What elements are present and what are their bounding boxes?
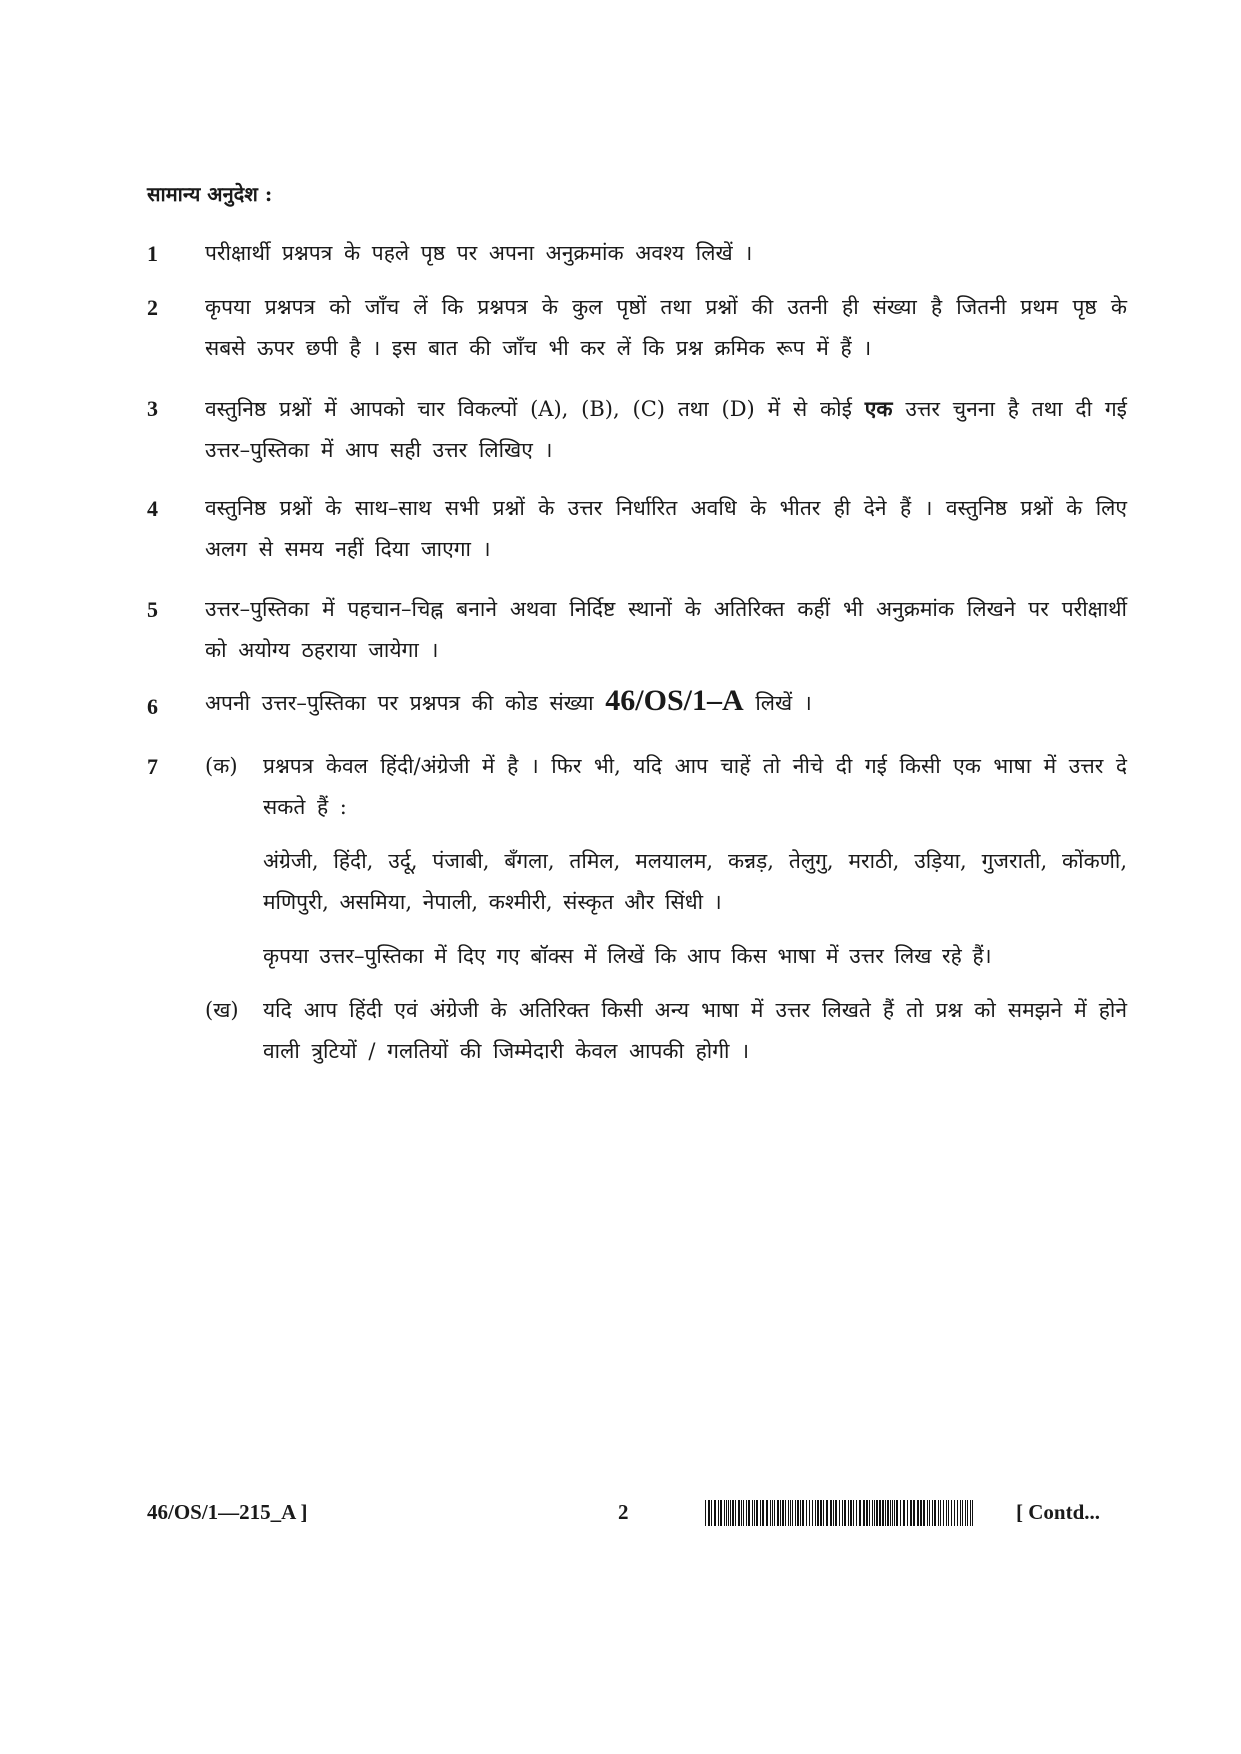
barcode-bar [856,1500,857,1526]
instruction-1 [147,233,1127,274]
barcode-bar [896,1500,898,1526]
barcode-bar [885,1500,886,1526]
barcode-bar [730,1500,731,1526]
barcode-bar [923,1500,925,1526]
barcode-bar [823,1500,824,1526]
barcode-bar [869,1500,870,1526]
barcode-bar [772,1500,773,1526]
barcode-bar [743,1500,744,1526]
instruction-text: उत्तर–पुस्तिका में पहचान–चिह्न बनाने अथवा निर्दिष्ट स्थानों के अतिरिक्त कहीं भी अनुक्रमांक लिखने पर परीक्षार्थी को अयोग्य ठहराया जायेगा । [205,597,1127,662]
barcode-bar [756,1500,758,1526]
barcode-bar [903,1500,905,1526]
barcode-bar [900,1500,901,1526]
barcode-bar [770,1500,771,1526]
barcode-bar [954,1500,955,1526]
barcode-bar [782,1500,784,1526]
barcode-bar [732,1500,734,1526]
barcode-bar [777,1500,779,1526]
barcode-bar [910,1500,912,1526]
sub-item-marker: (ख) [205,998,239,1022]
barcode-bar [872,1500,873,1526]
barcode-bar [967,1500,968,1526]
barcode-bar [812,1500,813,1526]
barcode-bar [894,1500,895,1526]
instruction-number: 2 [147,295,158,320]
barcode-bar [876,1500,878,1526]
instruction-text [205,680,1127,724]
barcode-bar [724,1500,725,1526]
barcode-bar [943,1500,944,1526]
barcode-bar [735,1500,736,1526]
language-list: अंग्रेजी, हिंदी, उर्दू, पंजाबी, बँगला, तमिल, मलयालम, कन्नड़, तेलुगु, मराठी, उड़िया, गुजराती, कोंकणी, मणिपुरी, असमिया, नेपाली, कश्मीरी, संस्कृत और सिंधी । [263,849,1127,914]
barcode-bar [844,1500,846,1526]
barcode-bar [951,1500,952,1526]
instruction-number: 4 [147,496,158,521]
barcode-bar [940,1500,941,1526]
barcode-bar [788,1500,789,1526]
instruction-text: परीक्षार्थी प्रश्नपत्र के पहले पृष्ठ पर अपना अनुक्रमांक अवश्य लिखें । [205,241,753,265]
barcode-bar [890,1500,891,1526]
barcode-bar [720,1500,722,1526]
barcode-bar [946,1500,947,1526]
barcode-bar [780,1500,781,1526]
barcode-bar [790,1500,791,1526]
barcode-bar [835,1500,837,1526]
barcode-bar [766,1500,768,1526]
barcode-bar [830,1500,832,1526]
barcode-bar [932,1500,933,1526]
barcode-bar [917,1500,919,1526]
instruction-2 [147,287,1127,369]
instruction-7a [205,746,1127,828]
barcode-bar [842,1500,843,1526]
instruction-3 [147,388,1127,471]
barcode-bar [820,1500,822,1526]
instruction-number: 5 [147,597,158,622]
barcode-bar [970,1500,971,1526]
barcode-bar [957,1500,958,1526]
instruction-text-part: वस्तुनिष्ठ प्रश्नों में आपको चार विकल्पों (A), (B), (C) तथा (D) में से कोई [205,397,865,421]
barcode-bar [760,1500,761,1526]
footer-page-number: 2 [618,1500,629,1524]
barcode-bar [718,1500,719,1526]
language-box-note: कृपया उत्तर–पुस्तिका में दिए गए बॉक्स में लिखें कि आप किस भाषा में उत्तर लिख रहे हैं। [263,944,992,968]
barcode-bar [726,1500,727,1526]
barcode-bar [785,1500,786,1526]
barcode-bar [962,1500,963,1526]
barcode-bar [826,1500,828,1526]
barcode-bar [839,1500,840,1526]
barcode-bar [714,1500,716,1526]
barcode-bar [853,1500,854,1526]
barcode-image [705,1500,973,1526]
barcode-bar [800,1500,801,1526]
instruction-text: वस्तुनिष्ठ प्रश्नों के साथ–साथ सभी प्रश्नों के उत्तर निर्धारित अवधि के भीतर ही देने हैं । वस्तुनिष्ठ प्रश्नों के लिए अलग से समय नहीं दिया जाएगा । [205,496,1127,561]
barcode-bar [762,1500,764,1526]
instruction-number: 3 [147,396,158,421]
barcode-bar [833,1500,834,1526]
barcode-bar [892,1500,893,1526]
instruction-number: 6 [147,694,158,719]
emphasis-one: एक [864,396,893,421]
barcode-bar [809,1500,810,1526]
barcode-bar [711,1500,712,1526]
barcode-bar [913,1500,915,1526]
sub-item-text: प्रश्नपत्र केवल हिंदी/अंग्रेजी में है । फिर भी, यदि आप चाहें तो नीचे दी गई किसी एक भाषा में उत्तर दे सकते हैं : [263,754,1127,819]
barcode-bar [879,1500,881,1526]
barcode-bar [859,1500,861,1526]
barcode-bar [817,1500,819,1526]
barcode-bar [934,1500,936,1526]
barcode-bar [907,1500,908,1526]
barcode-bar [802,1500,804,1526]
instruction-text-part: लिखें । [743,691,812,715]
barcode-bar [748,1500,750,1526]
barcode-bar [705,1500,706,1526]
barcode-bar [960,1500,961,1526]
instruction-5 [147,589,1127,671]
instruction-text: कृपया प्रश्नपत्र को जाँच लें कि प्रश्नपत्र के कुल पृष्ठों तथा प्रश्नों की उतनी ही संख्या है जितनी प्रथम पृष्ठ के सबसे ऊपर छपी है । इस बात की जाँच भी कर लें कि प्रश्न क्रमिक रूप में हैं । [205,295,1127,360]
sub-item-marker: (क) [205,754,238,778]
barcode-bar [882,1500,884,1526]
barcode-bar [863,1500,865,1526]
instruction-text-part: अपनी उत्तर–पुस्तिका पर प्रश्नपत्र की कोड संख्या [205,691,606,715]
paper-code: 46/OS/1–A [605,684,744,717]
barcode-bar [927,1500,928,1526]
instruction-6 [147,680,1127,724]
barcode-bar [738,1500,740,1526]
barcode-bar [815,1500,816,1526]
instruction-number: 1 [147,241,158,266]
barcode-bar [948,1500,949,1526]
barcode-bar [920,1500,922,1526]
footer-contd: [ Contd... [1016,1500,1101,1524]
barcode-bar [874,1500,875,1526]
sub-item-text: यदि आप हिंदी एवं अंग्रेजी के अतिरिक्त किसी अन्य भाषा में उत्तर लिखते हैं तो प्रश्न को समझने में होने वाली त्रुटियों / गलतियों की जिम्मेदारी केवल आपकी होगी । [263,998,1127,1063]
barcode-bar [752,1500,753,1526]
barcode-bar [795,1500,796,1526]
barcode-bar [797,1500,799,1526]
barcode-bar [866,1500,868,1526]
instruction-4 [147,488,1127,570]
footer-paper-code: 46/OS/1—215_A ] [147,1500,308,1524]
barcode-bar [887,1500,889,1526]
instruction-text [205,388,1127,471]
instruction-number: 7 [147,754,158,779]
barcode-bar [848,1500,849,1526]
barcode-bar [850,1500,852,1526]
barcode-bar [972,1500,973,1526]
barcode-bar [728,1500,729,1526]
instruction-text-part: उत्तर चुनना है तथा दी गई उत्तर–पुस्तिका में आप सही उत्तर लिखिए । [205,397,1127,462]
barcode-bar [708,1500,710,1526]
barcode-bar [754,1500,755,1526]
barcode-bar [806,1500,807,1526]
barcode-bar [965,1500,966,1526]
barcode-bar [774,1500,775,1526]
barcode-bar [746,1500,747,1526]
barcode-bar [929,1500,930,1526]
general-instructions-heading: सामान्य अनुदेश : [147,182,273,206]
barcode-bar [938,1500,939,1526]
barcode-bar [792,1500,793,1526]
instruction-7b [205,990,1127,1072]
barcode-bar [741,1500,742,1526]
